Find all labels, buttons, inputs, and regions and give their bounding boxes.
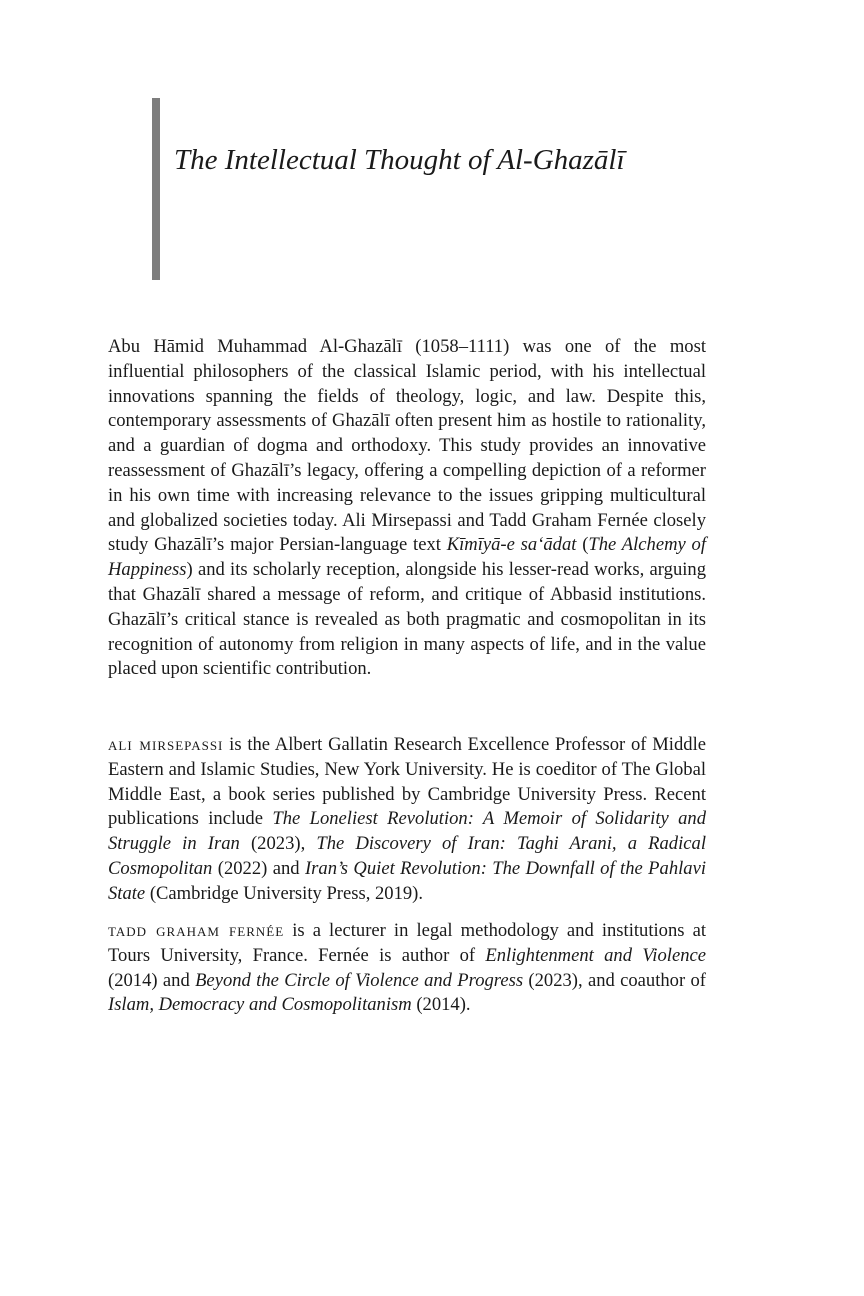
book-title: The Intellectual Thought of Al-Ghazālī bbox=[174, 144, 625, 176]
author-name: ali mirsepassi bbox=[108, 734, 224, 755]
work-translation: The Alchemy of Happiness bbox=[108, 534, 707, 581]
publication-title: Enlightenment and Violence bbox=[485, 944, 706, 966]
work-title: Kīmīyā-e sa‘ādat bbox=[446, 534, 577, 556]
bio-text: (Cambridge University Press, 2019). bbox=[145, 882, 424, 904]
publication-title: Beyond the Circle of Violence and Progress bbox=[195, 969, 524, 991]
bio-text: (2014). bbox=[411, 994, 471, 1016]
title-accent-bar bbox=[152, 98, 160, 280]
bio-text: (2022) and bbox=[212, 857, 305, 879]
publication-title: The Discovery of Iran: Taghi Arani, a Radical Cosmopolitan bbox=[108, 833, 706, 879]
bio-text: (2023), and coauthor of bbox=[523, 969, 706, 991]
bio-text: (2014) and bbox=[108, 969, 196, 991]
description-text-2: ( bbox=[576, 534, 589, 556]
bio-text: is the Albert Gallatin Research Excellence Professor of Middle Eastern and Islamic Studies, New York University. He is coeditor of The Global Middle East, a book series published by Cambridge University Press. Recent publications include bbox=[108, 734, 706, 830]
publication-title: The Loneliest Revolution: A Memoir of Solidarity and Struggle in Iran bbox=[108, 808, 706, 855]
book-description bbox=[108, 335, 706, 682]
publication-title: Iran’s Quiet Revolution: The Downfall of the Pahlavi State bbox=[108, 857, 706, 904]
author-bio-mirsepassi bbox=[108, 733, 706, 907]
bio-text: (2023), bbox=[239, 833, 317, 855]
author-bio-fernee bbox=[108, 919, 706, 1018]
publication-title: Islam, Democracy and Cosmopolitanism bbox=[108, 994, 412, 1016]
description-text-1: Abu Hāmid Muhammad Al-Ghazālī (1058–1111) was one of the most influential philosophers of the classical Islamic period, with his intellectual innovations spanning the fields of theology, logic, and law. Despite this, contemporary assessments of Ghazālī often present him as hostile to rationality, and a guardian of dogma and orthodoxy. This study provides an innovative reassessment of Ghazālī’s legacy, offering a compelling depiction of a reformer in his own time with increasing relevance to the issues gripping multicultural and globalized societies today. Ali Mirsepassi and Tadd Graham Fernée closely study Ghazālī’s major Persian-language text bbox=[108, 336, 706, 556]
bio-text: is a lecturer in legal methodology and institutions at Tours University, France. Fernée is author of bbox=[108, 920, 706, 966]
description-text-3: ) and its scholarly reception, alongside his lesser-read works, arguing that Ghazālī shared a message of reform, and critique of Abbasid institutions. Ghazālī’s critical stance is revealed as both pragmatic and cosmopolitan in its recognition of autonomy from religion in many aspects of life, and in the value placed upon scientific contribution. bbox=[108, 559, 706, 680]
author-name: tadd graham fernée bbox=[108, 920, 285, 941]
